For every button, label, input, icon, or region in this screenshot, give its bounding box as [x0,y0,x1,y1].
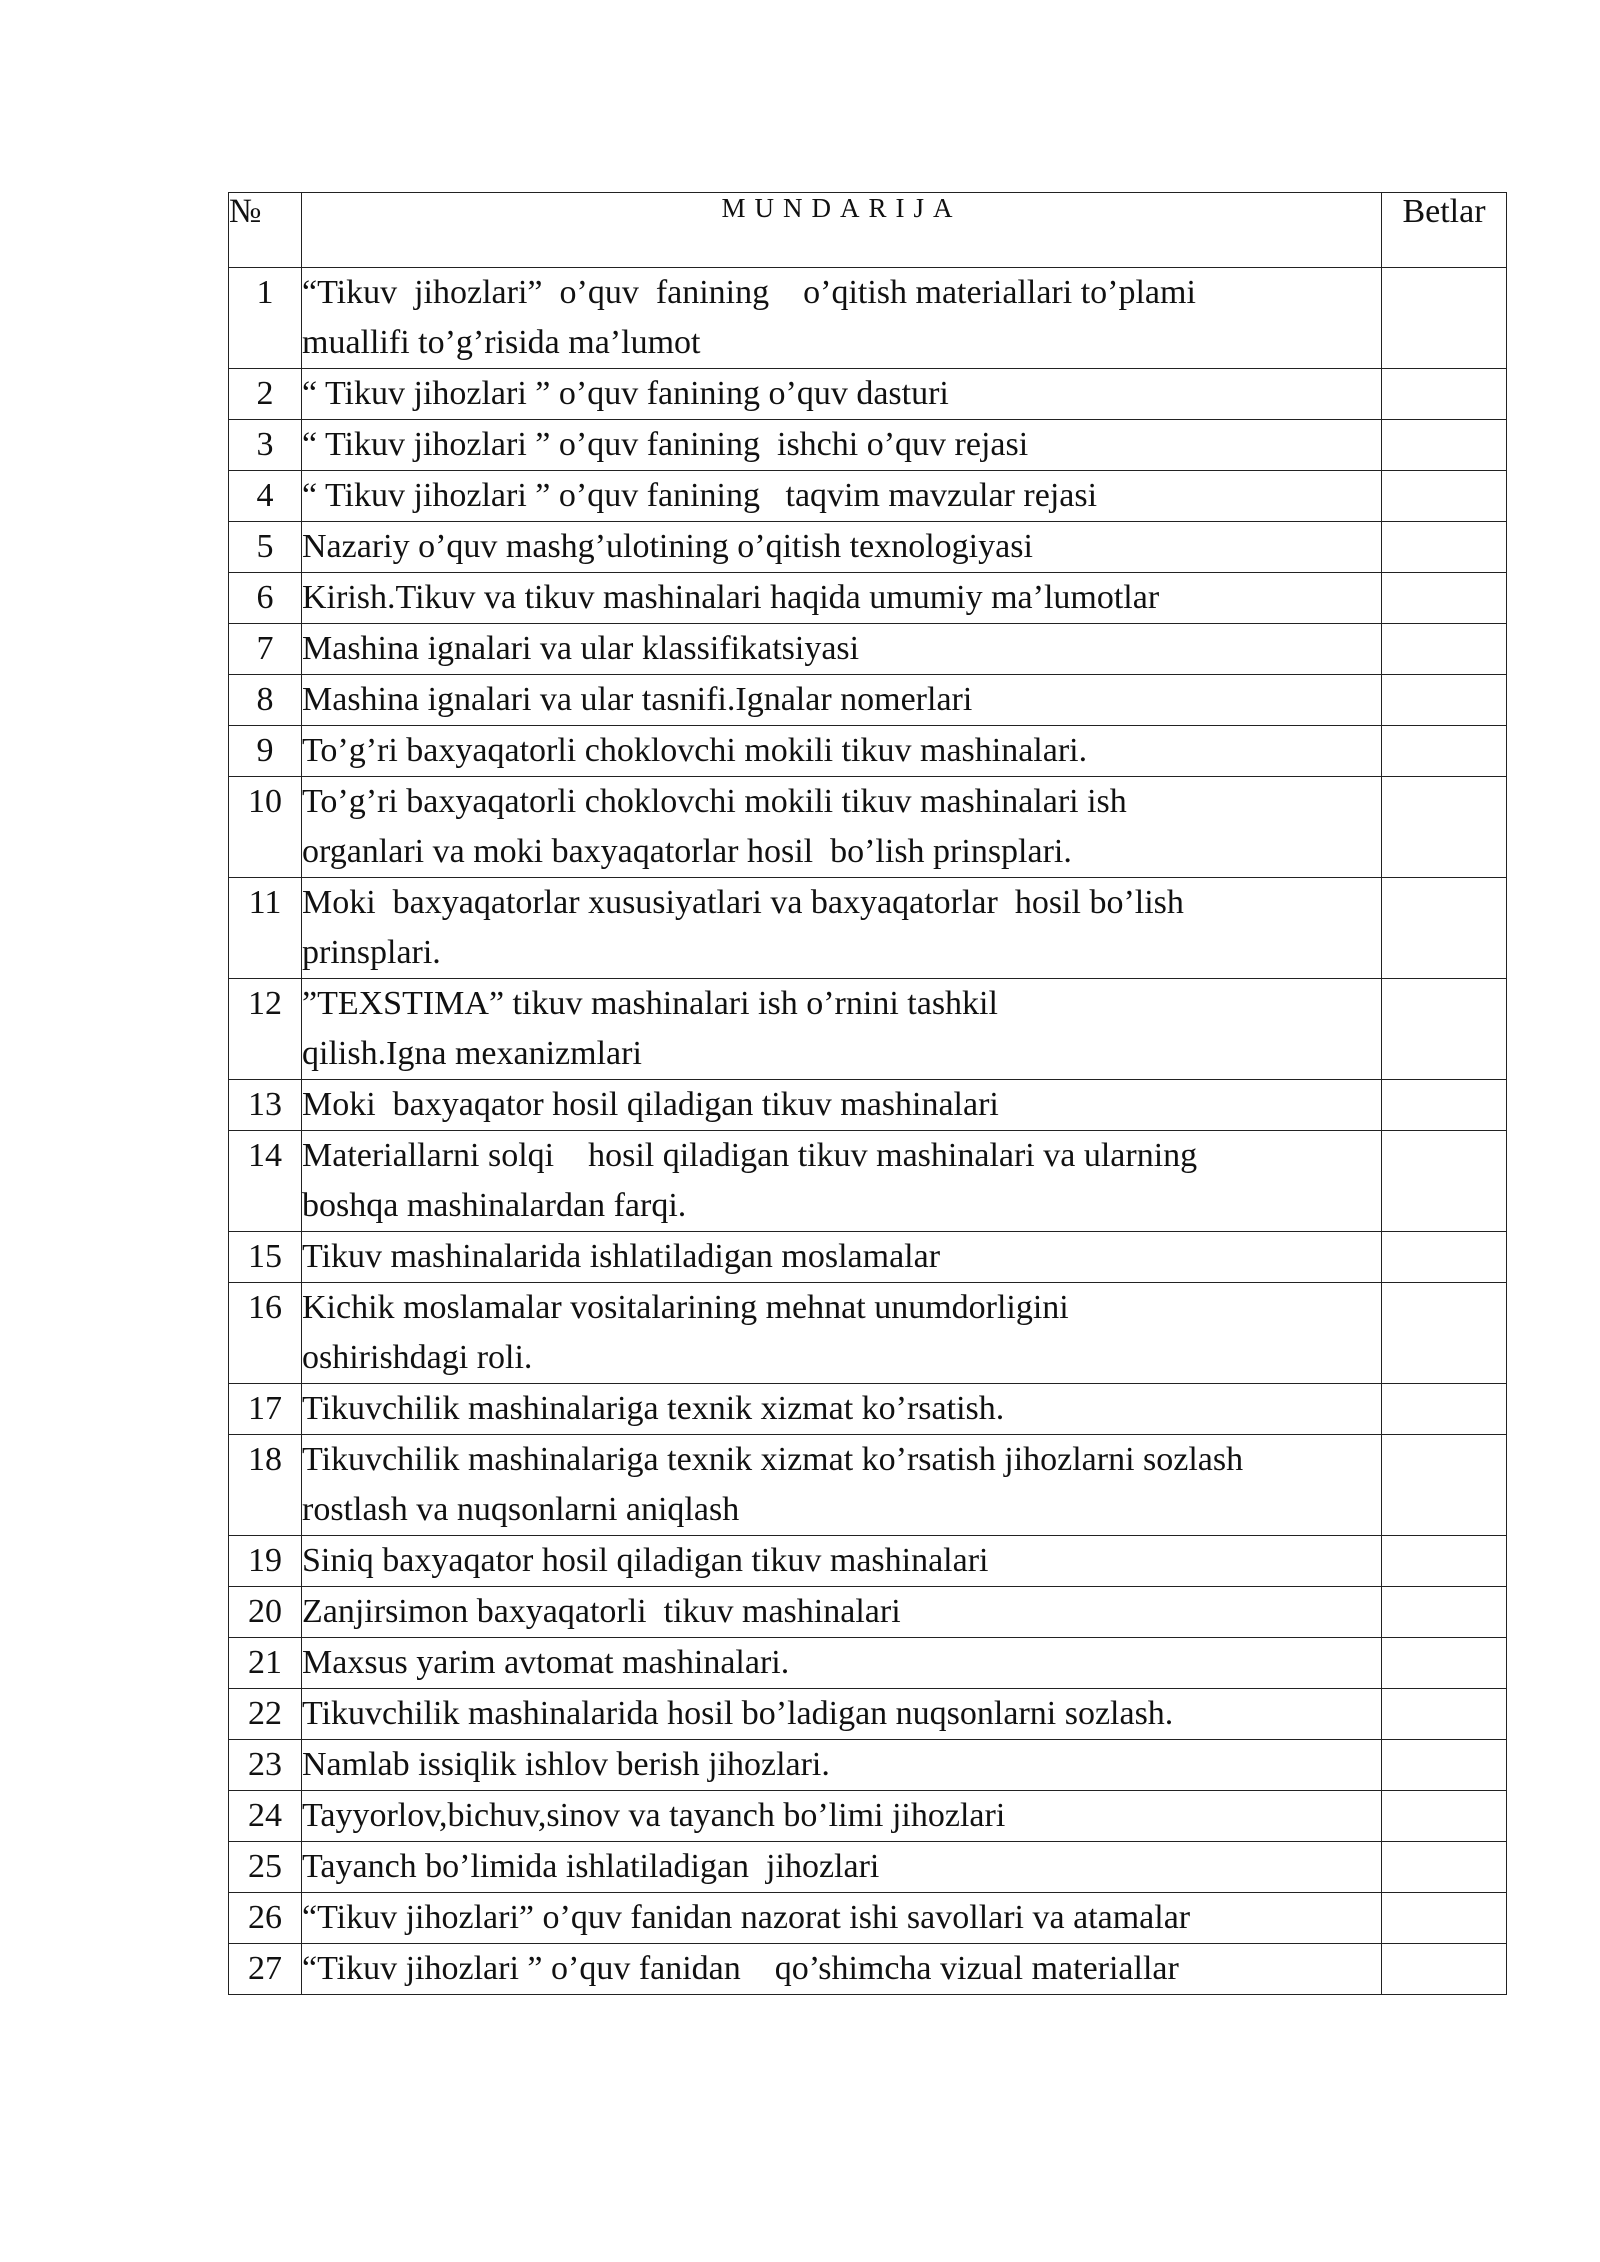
row-page [1382,1944,1507,1995]
row-number: 6 [229,573,302,624]
row-number: 11 [229,878,302,979]
row-title: Tayyorlov,bichuv,sinov va tayanch bo’limi jihozlari [302,1791,1382,1842]
row-number: 18 [229,1435,302,1536]
row-number: 22 [229,1689,302,1740]
row-number: 24 [229,1791,302,1842]
row-title: Materiallarni solqi hosil qiladigan tikuv mashinalari va ularning boshqa mashinalardan farqi. [302,1131,1382,1232]
row-title: “Tikuv jihozlari ” o’quv fanidan qo’shimcha vizual materiallar [302,1944,1382,1995]
row-page [1382,1893,1507,1944]
row-page [1382,1587,1507,1638]
row-page [1382,878,1507,979]
row-title: Mashina ignalari va ular klassifikatsiyasi [302,624,1382,675]
row-title: Tikuvchilik mashinalariga texnik xizmat ko’rsatish jihozlarni sozlash rostlash va nuqsonlarni aniqlash [302,1435,1382,1536]
table-row [229,675,1507,726]
row-title: Siniq baxyaqator hosil qiladigan tikuv mashinalari [302,1536,1382,1587]
row-page [1382,1384,1507,1435]
row-title: Mashina ignalari va ular tasnifi.Ignalar nomerlari [302,675,1382,726]
row-title: Tayanch bo’limida ishlatiladigan jihozlari [302,1842,1382,1893]
row-title: Moki baxyaqatorlar xususiyatlari va baxyaqatorlar hosil bo’lish prinsplari. [302,878,1382,979]
row-page [1382,1689,1507,1740]
row-page [1382,522,1507,573]
table-row [229,1232,1507,1283]
row-title: Zanjirsimon baxyaqatorli tikuv mashinalari [302,1587,1382,1638]
table-row [229,1587,1507,1638]
row-number: 13 [229,1080,302,1131]
row-number: 21 [229,1638,302,1689]
row-page [1382,726,1507,777]
row-title: Tikuvchilik mashinalarida hosil bo’ladigan nuqsonlarni sozlash. [302,1689,1382,1740]
row-number: 2 [229,369,302,420]
row-title: Moki baxyaqator hosil qiladigan tikuv mashinalari [302,1080,1382,1131]
row-title: Tikuvchilik mashinalariga texnik xizmat ko’rsatish. [302,1384,1382,1435]
table-row [229,1638,1507,1689]
row-title: “ Tikuv jihozlari ” o’quv fanining o’quv dasturi [302,369,1382,420]
row-page [1382,1536,1507,1587]
table-row [229,1689,1507,1740]
row-title: Namlab issiqlik ishlov berish jihozlari. [302,1740,1382,1791]
table-row [229,1384,1507,1435]
pages-column-header: Betlar [1382,193,1507,268]
row-page [1382,1842,1507,1893]
row-number: 4 [229,471,302,522]
row-number: 20 [229,1587,302,1638]
table-row [229,1893,1507,1944]
row-number: 16 [229,1283,302,1384]
row-page [1382,471,1507,522]
row-page [1382,1638,1507,1689]
row-page [1382,777,1507,878]
row-number: 7 [229,624,302,675]
table-row [229,1740,1507,1791]
row-title: Kichik moslamalar vositalarining mehnat unumdorligini oshirishdagi roli. [302,1283,1382,1384]
table-row [229,420,1507,471]
table-row [229,726,1507,777]
row-page [1382,675,1507,726]
row-page [1382,573,1507,624]
row-title: “ Tikuv jihozlari ” o’quv fanining ishchi o’quv rejasi [302,420,1382,471]
table-row [229,522,1507,573]
row-page [1382,1131,1507,1232]
table-row [229,624,1507,675]
row-title: ”TEXSTIMA” tikuv mashinalari ish o’rnini tashkil qilish.Igna mexanizmlari [302,979,1382,1080]
table-row [229,878,1507,979]
table-row [229,1944,1507,1995]
row-title: Tikuv mashinalarida ishlatiladigan moslamalar [302,1232,1382,1283]
row-number: 14 [229,1131,302,1232]
contents-table [228,192,1507,1995]
row-number: 8 [229,675,302,726]
row-page [1382,979,1507,1080]
row-number: 26 [229,1893,302,1944]
row-title: “Tikuv jihozlari” o’quv fanidan nazorat ishi savollari va atamalar [302,1893,1382,1944]
table-row [229,369,1507,420]
row-page [1382,1740,1507,1791]
table-row [229,1283,1507,1384]
table-row [229,471,1507,522]
row-number: 3 [229,420,302,471]
row-title: Kirish.Tikuv va tikuv mashinalari haqida umumiy ma’lumotlar [302,573,1382,624]
table-row [229,1536,1507,1587]
row-number: 1 [229,268,302,369]
row-number: 5 [229,522,302,573]
row-number: 10 [229,777,302,878]
row-title: Nazariy o’quv mashg’ulotining o’qitish texnologiyasi [302,522,1382,573]
contents-body [229,268,1507,1995]
row-number: 15 [229,1232,302,1283]
row-title: To’g’ri baxyaqatorli choklovchi mokili tikuv mashinalari. [302,726,1382,777]
row-number: 27 [229,1944,302,1995]
row-page [1382,1435,1507,1536]
row-title: “Tikuv jihozlari” o’quv fanining o’qitish materiallari to’plami muallifi to’g’risida ma’lumot [302,268,1382,369]
number-column-header: № [229,193,302,268]
table-row [229,1842,1507,1893]
row-page [1382,1283,1507,1384]
row-number: 17 [229,1384,302,1435]
table-row [229,573,1507,624]
row-page [1382,268,1507,369]
contents-title: MUNDARIJA [302,193,1382,268]
row-title: Maxsus yarim avtomat mashinalari. [302,1638,1382,1689]
row-number: 9 [229,726,302,777]
row-page [1382,420,1507,471]
row-number: 19 [229,1536,302,1587]
table-row [229,979,1507,1080]
row-number: 23 [229,1740,302,1791]
row-page [1382,624,1507,675]
table-row [229,268,1507,369]
table-row [229,777,1507,878]
row-number: 12 [229,979,302,1080]
table-header-row [229,193,1507,268]
row-page [1382,1080,1507,1131]
row-number: 25 [229,1842,302,1893]
row-page [1382,369,1507,420]
table-row [229,1080,1507,1131]
table-row [229,1791,1507,1842]
row-title: “ Tikuv jihozlari ” o’quv fanining taqvim mavzular rejasi [302,471,1382,522]
row-page [1382,1232,1507,1283]
row-page [1382,1791,1507,1842]
table-row [229,1435,1507,1536]
table-row [229,1131,1507,1232]
row-title: To’g’ri baxyaqatorli choklovchi mokili tikuv mashinalari ish organlari va moki baxyaqatorlar hosil bo’lish prinsplari. [302,777,1382,878]
